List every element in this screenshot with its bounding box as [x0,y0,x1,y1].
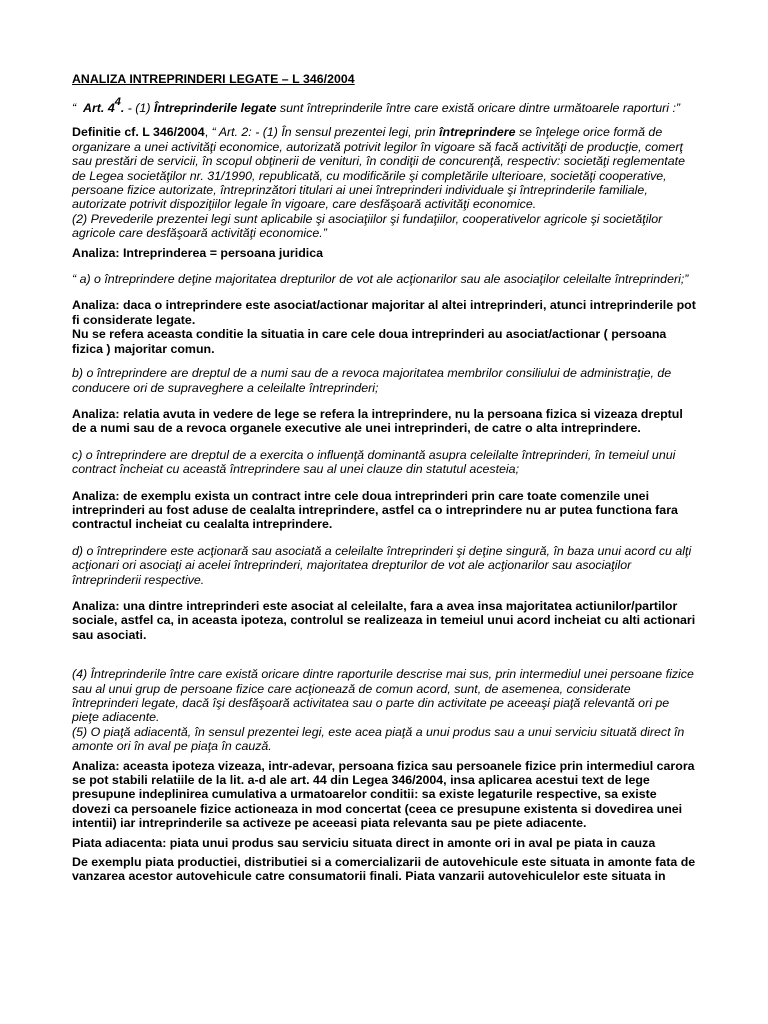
definitie-label: Definitie cf. L 346/2004 [72,125,205,140]
exemplu-paragraph: De exemplu piata productiei, distributiei si a comercializarii de autovehicule este situata in amonte fata de vanzarea acestor autovehicule catre consumatorii finali. Piata vanzarii autovehiculelor este situata in [72,855,696,884]
alin-4-paragraph: (4) Întreprinderile între care există oricare dintre raporturile descrise mai sus, prin intermediul unei persoane fizice sau al unui grup de persoane fizice care acţionează de comun acord, sunt, de asemenea, considerate întreprinderi legate, dacă îşi desfăşoară activitatea sau o parte din activitate pe aceeaşi piaţă relevantă ori pe pieţe adiacente. (5) O piaţă adiacentă, în sensul prezentei legi, este acea piaţă a unui produs sau a unui serviciu situată direct în amonte ori în aval pe piaţa în cauză. [72,667,694,754]
definitie-paragraph: Definitie cf. L 346/2004, “ Art. 2: - (1) În sensul prezentei legi, prin întreprindere se înţelege orice formă de organizare a unei activităţi economice, autorizată potrivit legilor în vigoare să facă activităţi de producţie, comerţ sau prestări de servicii, în scopul obţinerii de venituri, în condiţii de concurenţă, respectiv: societăţi reglementate de Legea societăţilor nr. 31/1990, republicată, cu modificările şi completările ulterioare, societăţi cooperative, persoane fizice autorizate, întreprinzători titulari ai unei întreprinderi individuale şi întreprinderile familiale, autorizate potrivit dispoziţiilor legale în vigoare, care desfăşoară activităţi economice. (2) Prevederile prezentei legi sunt aplicabile şi asociaţiilor şi fundaţiilor, cooperativelor agricole şi societăţilor agricole care desfăşoară activităţi economice.” [72,125,685,241]
lit-a-paragraph: “ a) o întreprindere deţine majoritatea drepturilor de vot ale acţionarilor sau ale asociaţilor celeilalte întreprinderi;” [72,272,689,287]
document-title: ANALIZA INTREPRINDERI LEGATE – L 346/2004 [72,72,355,86]
document-page [72,58,696,884]
alin-5-paragraph: (5) O piaţă adiacentă, în sensul prezentei legi, este acea piaţă a unui produs sau a unui serviciu situată direct în amonte ori în aval pe piaţa în cauză. [72,724,685,754]
definitie-alin-2: (2) Prevederile prezentei legi sunt aplicabile şi asociaţiilor şi fundaţiilor, cooperativelor agricole şi societăţilor agricole care desfăşoară activităţi economice.” [72,211,663,241]
analiza-alin-4: Analiza: aceasta ipoteza vizeaza, intr-adevar, persoana fizica sau persoanele fizice prin intermediul carora se pot stabili relatiile de la lit. a-d ale art. 44 din Legea 346/2004, insa aplicarea acestui text de lege presupune indeplinirea cumulativa a urmatoarelor conditii: sa existe legaturile respective, sa existe dovezi ca persoanele fizice actioneaza in mod concertat (ceea ce presupune existenta si dovedirea unei intentii) iar intreprinderile sa activeze pe aceeasi piata relevanta sau pe piete adiacente. [72,758,695,831]
lit-d-paragraph: d) o întreprindere este acţionară sau asociată a celeilalte întreprinderi şi deţine singură, în baza unui acord cu alţi acţionari ori asociaţi ai acelei întreprinderi, majoritatea drepturilor de vot ale acţionarilor sau asociaţilor întreprinderii respective. [72,543,692,587]
analiza-lit-a: Analiza: daca o intreprindere este asociat/actionar majoritar al altei intreprinderi, atunci intreprinderile pot fi considerate legate. Nu se refera aceasta conditie la situatia in care cele doua intreprinderi au asociat/actionar ( persoana fizica ) majoritar comun. [72,298,696,356]
lit-c-paragraph: c) o întreprindere are dreptul de a exercita o influenţă dominantă asupra celeilalte întreprinderi, în temeiul unui contract încheiat cu această întreprindere sau al unei clauze din statutul acesteia; [72,447,676,477]
art-44-paragraph: “ Art. $4^4$. - (1) Întreprinderile legate sunt întreprinderile între care există oricare dintre următoarele raporturi :” [72,95,681,115]
definitie-bold-term: întreprindere [439,125,516,140]
piata-adiacenta-definitie: Piata adiacenta: piata unui produs sau serviciu situata direct in amonte ori in aval pe piata in cauza [72,835,656,850]
art-44-label: Art. $4^4$. [83,95,125,115]
analiza-persoana-juridica: Analiza: Intreprinderea = persoana juridica [72,245,323,260]
analiza-lit-b: Analiza: relatia avuta in vedere de lege se refera la intreprindere, nu la persoana fizica si vizeaza dreptul de a numi sau de a revoca organele executive ale unei intreprinderi, de catre o alta intreprindere. [72,406,683,436]
lit-b-paragraph: b) o întreprindere are dreptul de a numi sau de a revoca majoritatea membrilor consiliului de administraţie, de conducere ori de supraveghere a celeilalte întreprinderi; [72,366,672,395]
art-44-bold-term: Întreprinderile legate [153,101,277,115]
analiza-lit-d: Analiza: una dintre intreprinderi este asociat al celeilalte, fara a avea insa majoritatea actiunilor/partilor sociale, astfel ca, in aceasta ipoteza, controlul se realizeaza in temeiul unui acord incheiat cu alti actionari sau asociati. [72,598,696,642]
analiza-lit-c: Analiza: de exemplu exista un contract intre cele doua intreprinderi prin care toate comenzile unei intreprinderi au fost aduse de cealalta intreprindere, astfel ca o intreprindere nu ar putea functiona fara contractul incheiat cu cealalta intreprindere. [72,488,678,532]
